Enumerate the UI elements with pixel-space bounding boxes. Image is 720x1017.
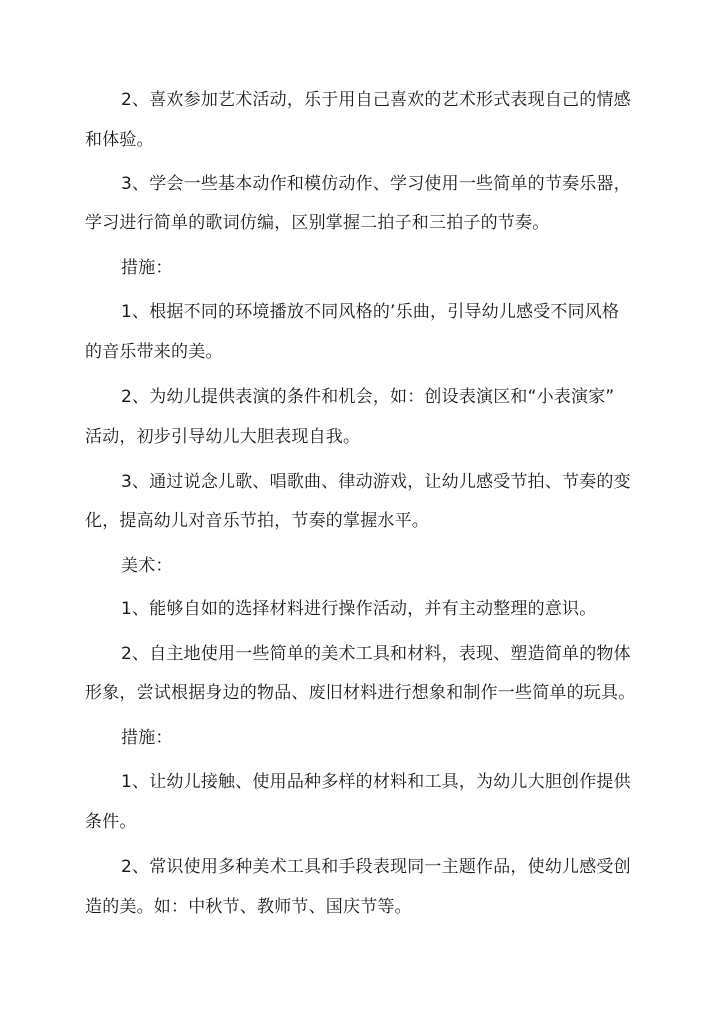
paragraph-11-line-1: 1、让幼儿接触、使用品种多样的材料和工具，为幼儿大胆创作提供 bbox=[121, 772, 631, 792]
heading-measures-art: 措施： bbox=[121, 728, 173, 748]
paragraph-12-line-1: 2、常识使用多种美术工具和手段表现同一主题作品，使幼儿感受创 bbox=[121, 857, 631, 877]
paragraph-11-line-2: 条件。 bbox=[85, 812, 137, 832]
paragraph-6-line-1: 3、通过说念儿歌、唱歌曲、律动游戏，让幼儿感受节拍、节奏的变 bbox=[121, 472, 631, 492]
heading-measures-music: 措施： bbox=[121, 258, 173, 278]
paragraph-4-line-1: 1、根据不同的环境播放不同风格的’乐曲，引导幼儿感受不同风格 bbox=[121, 302, 620, 322]
paragraph-6-line-2: 化，提高幼儿对音乐节拍，节奏的掌握水平。 bbox=[85, 511, 429, 531]
paragraph-8-line-1: 1、能够自如的选择材料进行操作活动，并有主动整理的意识。 bbox=[121, 599, 597, 619]
paragraph-12-line-2: 造的美。如：中秋节、教师节、国庆节等。 bbox=[85, 897, 412, 917]
paragraph-5-line-2: 活动，初步引导幼儿大胆表现自我。 bbox=[85, 427, 361, 447]
paragraph-1-line-2: 和体验。 bbox=[85, 130, 154, 150]
paragraph-2-line-2: 学习进行简单的歌词仿编，区别掌握二拍子和三拍子的节奏。 bbox=[85, 213, 550, 233]
paragraph-1-line-1: 2、喜欢参加艺术活动，乐于用自己喜欢的艺术形式表现自己的情感 bbox=[121, 90, 631, 110]
heading-art: 美术： bbox=[121, 556, 173, 576]
paragraph-4-line-2: 的音乐带来的美。 bbox=[85, 342, 223, 362]
paragraph-9-line-2: 形象，尝试根据身边的物品、废旧材料进行想象和制作一些简单的玩具。 bbox=[85, 683, 636, 703]
paragraph-2-line-1: 3、学会一些基本动作和模仿动作、学习使用一些简单的节奏乐器， bbox=[121, 174, 631, 194]
paragraph-9-line-1: 2、自主地使用一些简单的美术工具和材料，表现、塑造简单的物体 bbox=[121, 644, 631, 664]
paragraph-5-line-1: 2、为幼儿提供表演的条件和机会，如：创设表演区和“小表演家” bbox=[121, 387, 615, 407]
